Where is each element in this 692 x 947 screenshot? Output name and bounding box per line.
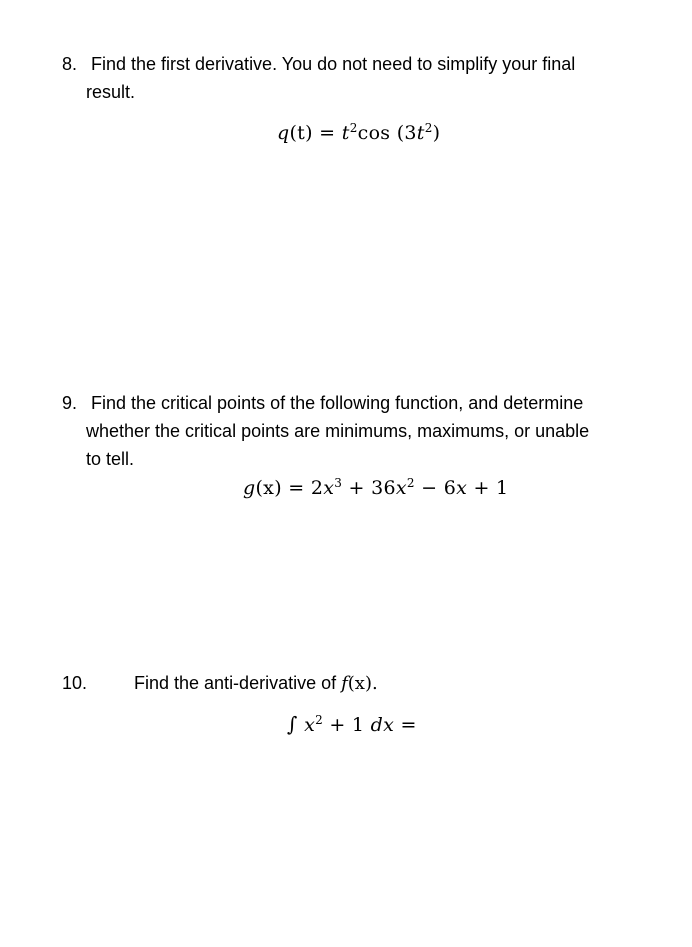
question-9-text-line-3: to tell. (86, 449, 135, 469)
question-9-equation (243, 474, 508, 502)
question-9-text-line-2: whether the critical points are minimums, maximums, or unable (86, 421, 590, 441)
q9-x1: x (323, 477, 335, 499)
q10-text-prefix: Find the anti-derivative of (134, 673, 342, 693)
q8-exp2: 2 (424, 121, 433, 135)
q9-arg: (x) (255, 477, 282, 499)
q10-exp: 2 (315, 713, 324, 727)
question-8-text-line-2: result. (86, 82, 136, 102)
q9-tail: + 1 (467, 477, 509, 499)
question-8-number: 8. (62, 54, 78, 74)
q10-plus: + 1 (323, 714, 371, 736)
q9-exp1: 3 (334, 476, 343, 490)
question-10-number: 10. (62, 673, 88, 693)
q9-exp2: 2 (406, 476, 415, 490)
q10-fn: f (341, 673, 348, 694)
question-10-equation (287, 710, 417, 739)
q8-arg: (t) (289, 122, 313, 144)
q10-eq: = (394, 714, 417, 736)
q9-minus: − 6 (414, 477, 457, 499)
q8-exp1: 2 (349, 121, 358, 135)
q10-arg: (x). (347, 673, 378, 694)
question-8-equation (277, 119, 440, 147)
q9-x3: x (456, 477, 468, 499)
q8-t1: t (341, 122, 350, 144)
question-9-number: 9. (62, 393, 78, 413)
q10-dx: dx (370, 714, 395, 736)
integral-sign: ∫ (287, 712, 298, 736)
question-10-text (134, 669, 378, 698)
q9-eq: = 2 (281, 477, 324, 499)
q8-eq: = (312, 122, 342, 144)
q8-fn: q (277, 122, 290, 144)
question-8-text-line-1: Find the first derivative. You do not need to simplify your final (91, 54, 576, 74)
question-9-text-line-1: Find the critical points of the following function, and determine (91, 393, 584, 413)
q10-x: x (304, 714, 316, 736)
q8-cos: cos (3 (357, 122, 417, 144)
q9-plus1: + 36 (342, 477, 396, 499)
q8-t2: t (416, 122, 425, 144)
q8-close: ) (432, 122, 441, 144)
q9-fn: g (243, 477, 256, 499)
q9-x2: x (395, 477, 407, 499)
